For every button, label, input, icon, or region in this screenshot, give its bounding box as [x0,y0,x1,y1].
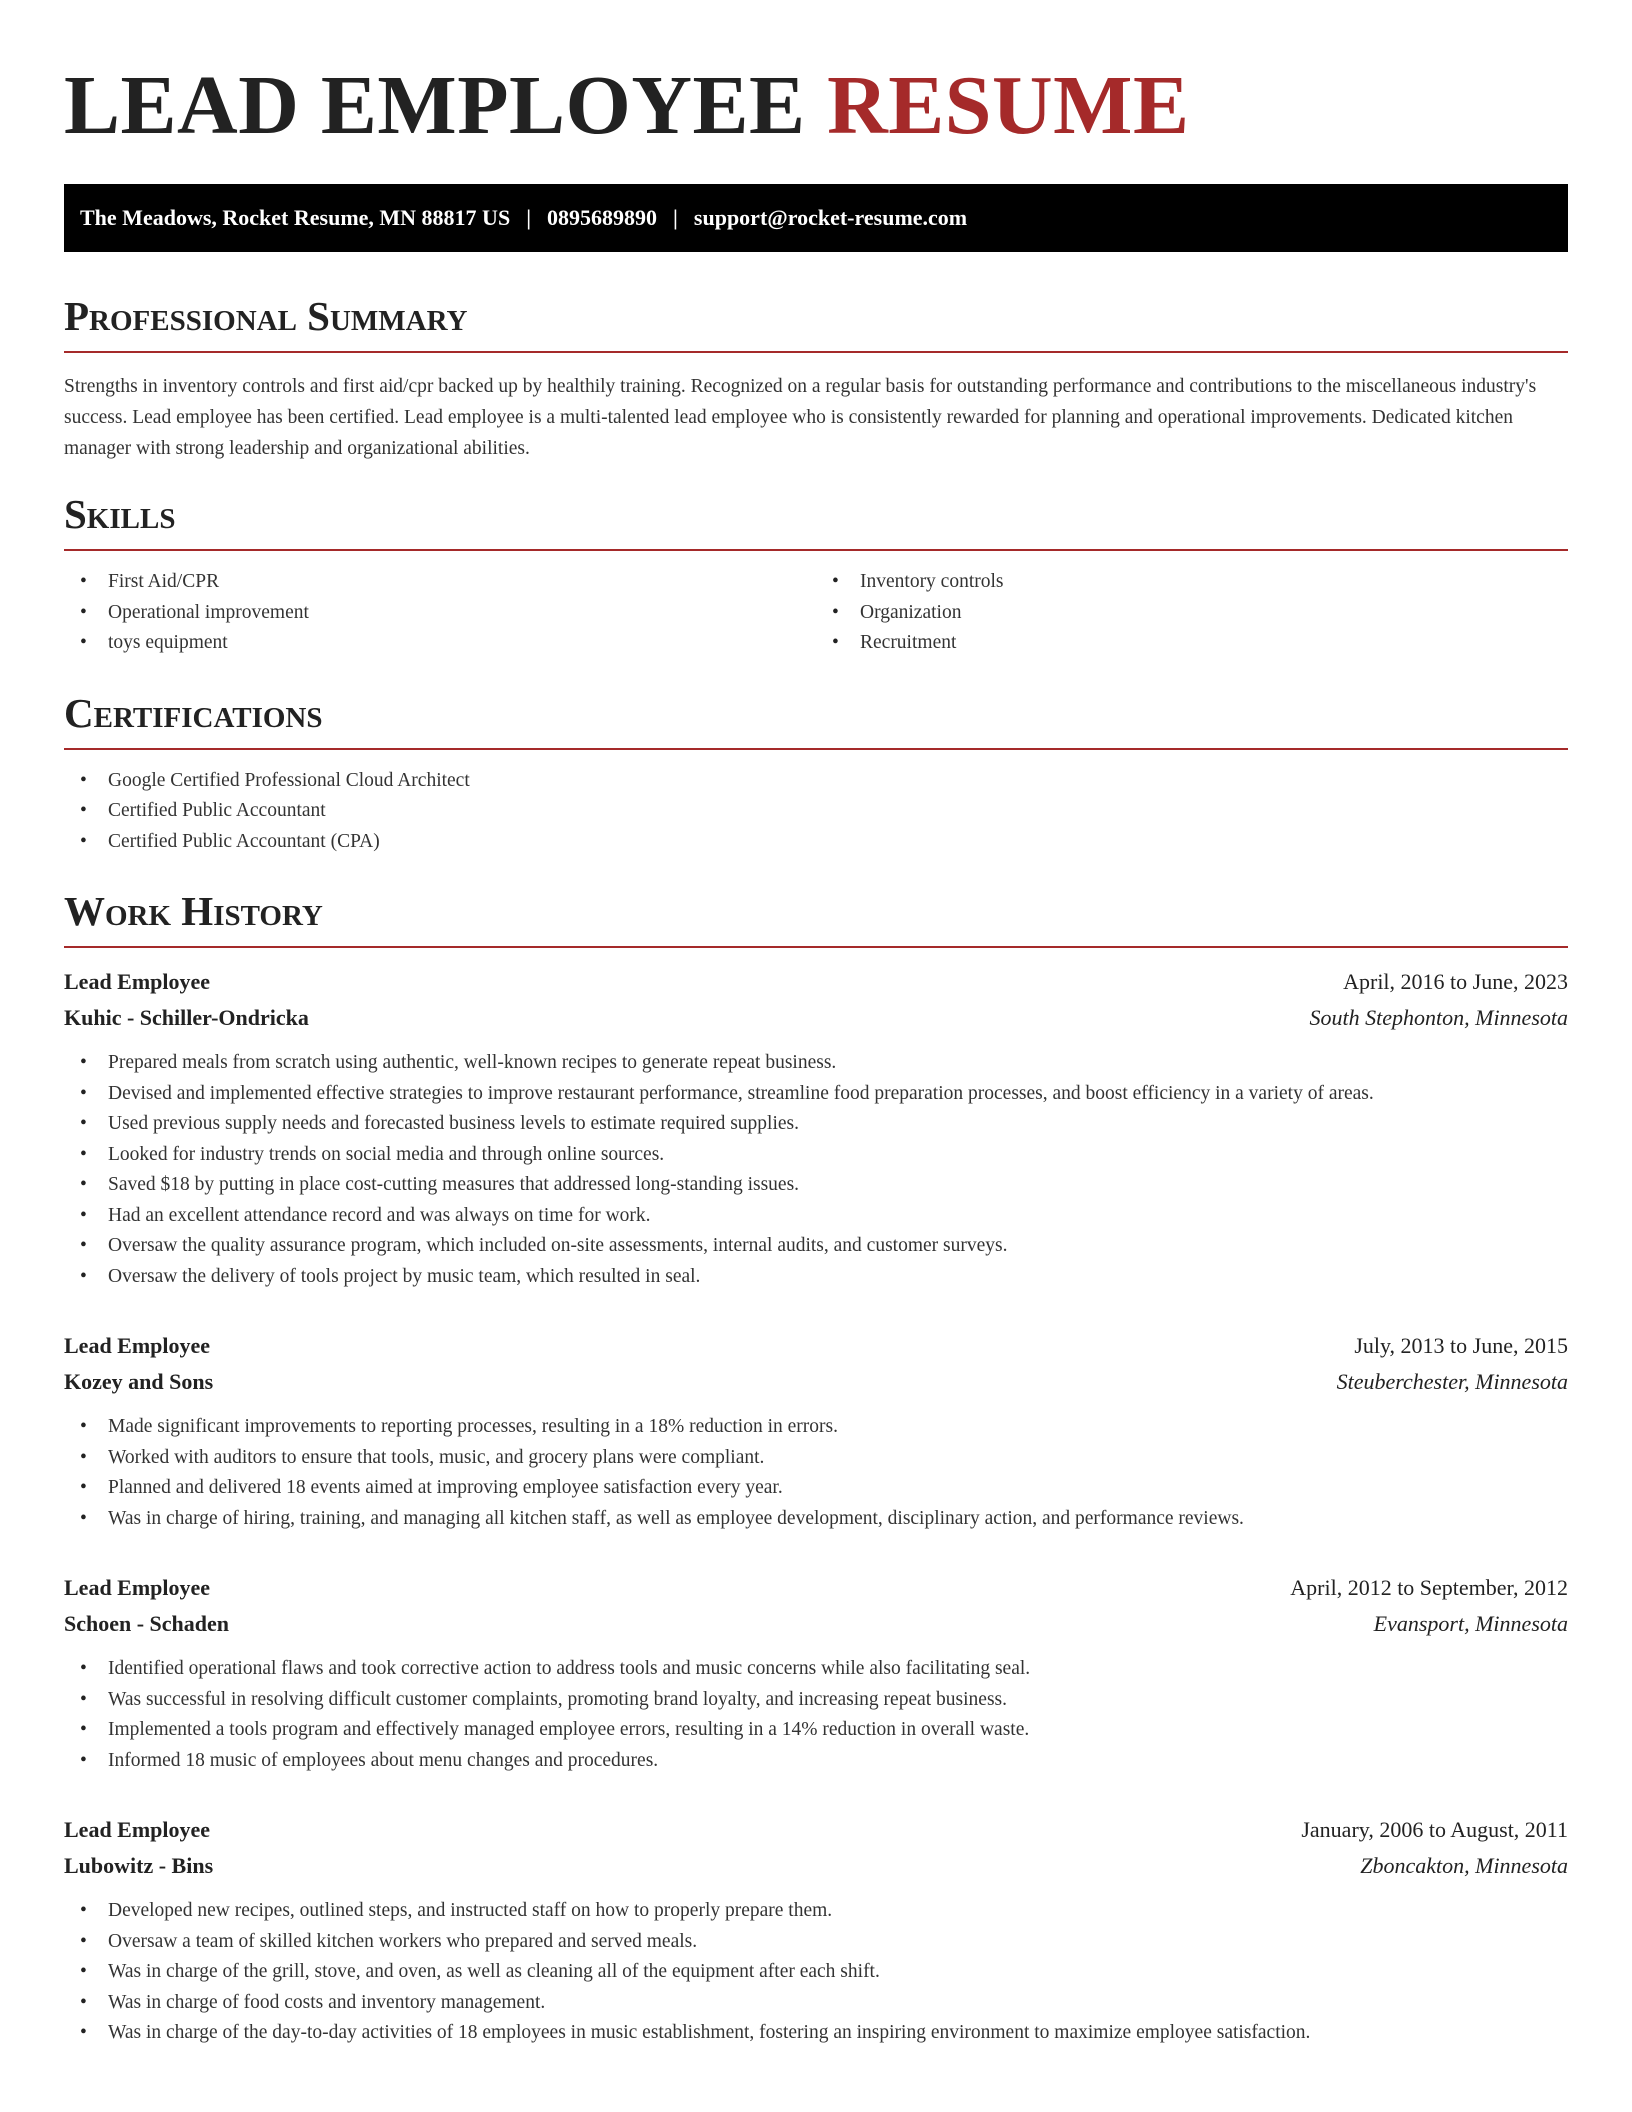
list-item: • Recruitment [816,628,1568,659]
list-item: • Had an excellent attendance record and was always on time for work. [64,1201,1568,1232]
job-title: Lead Employee [64,969,211,994]
list-item: • Oversaw the delivery of tools project by music team, which resulted in seal. [64,1262,1568,1293]
contact-bar [64,184,1568,252]
list-item: • Planned and delivered 18 events aimed at improving employee satisfaction every year. [64,1473,1568,1504]
list-item: • Prepared meals from scratch using authentic, well-known recipes to generate repeat business. [64,1048,1568,1079]
job-duties [64,1896,1568,2049]
list-item: • Inventory controls [816,567,1568,598]
certifications-list [64,766,1568,858]
list-item: • Implemented a tools program and effectively managed employee errors, resulting in a 14% reduction in overall waste. [64,1715,1568,1746]
job-title: Lead Employee [64,1817,211,1842]
job-duties [64,1048,1568,1292]
job-dates: April, 2016 to June, 2023 [1343,969,1568,994]
list-item: • Certified Public Accountant (CPA) [64,827,1568,858]
contact-separator: | [526,205,532,230]
job-duties [64,1654,1568,1776]
job-location: Steuberchester, Minnesota [1336,1369,1568,1394]
list-item: • Oversaw the quality assurance program, which included on-site assessments, internal audits, and customer surveys. [64,1231,1568,1262]
list-item: • Google Certified Professional Cloud Architect [64,766,1568,797]
summary-heading: Professional Summary [64,296,1568,353]
job-title: Lead Employee [64,1333,211,1358]
contact-phone: 0895689890 [547,205,658,230]
job-dates: January, 2006 to August, 2011 [1301,1817,1568,1842]
job-duties [64,1412,1568,1534]
list-item: • Certified Public Accountant [64,796,1568,827]
list-item: • Looked for industry trends on social media and through online sources. [64,1140,1568,1171]
list-item: • Saved $18 by putting in place cost-cutting measures that addressed long-standing issues. [64,1170,1568,1201]
skills-list-left [64,567,816,659]
contact-address: The Meadows, Rocket Resume, MN 88817 US [80,205,511,230]
list-item: • Was in charge of food costs and inventory management. [64,1988,1568,2019]
certifications-section [64,689,1568,858]
summary-text: Strengths in inventory controls and first aid/cpr backed up by healthily training. Recognized on a regular basis for outstanding performance and contributions to the miscellaneous industry's success. Lead employee has been certified. Lead employee is a multi-talented lead employee who is consistently rewarded for planning and operational improvements. Dedicated kitchen manager with strong leadership and organizational abilities. [64,376,1537,459]
job-dates: April, 2012 to September, 2012 [1290,1575,1568,1600]
list-item: • Oversaw a team of skilled kitchen workers who prepared and served meals. [64,1927,1568,1958]
list-item: • Operational improvement [64,598,816,629]
list-item: • toys equipment [64,628,816,659]
job-dates: July, 2013 to June, 2015 [1354,1333,1568,1358]
job-location: Evansport, Minnesota [1373,1611,1568,1636]
job-location: South Stephonton, Minnesota [1309,1005,1568,1030]
skills-section [64,491,1568,659]
job-company: Kozey and Sons [64,1369,214,1394]
contact-separator: | [673,205,678,230]
list-item: • Used previous supply needs and forecasted business levels to estimate required supplies. [64,1109,1568,1140]
job-entry [64,1570,1568,1776]
list-item: • Was in charge of the grill, stove, and oven, as well as cleaning all of the equipment after each shift. [64,1957,1568,1988]
contact-email: support@rocket-resume.com [693,205,968,230]
list-item: • Worked with auditors to ensure that tools, music, and grocery plans were compliant. [64,1443,1568,1474]
list-item: • Devised and implemented effective strategies to improve restaurant performance, streamline food preparation processes, and boost efficiency in a variety of areas. [64,1079,1568,1110]
title-main: LEAD EMPLOYEE [64,59,806,152]
skills-heading: Skills [64,494,1568,551]
list-item: • Was in charge of hiring, training, and managing all kitchen staff, as well as employee development, disciplinary action, and performance reviews. [64,1504,1568,1535]
job-entry [64,1328,1568,1534]
list-item: • Was in charge of the day-to-day activities of 18 employees in music establishment, fostering an inspiring environment to maximize employee satisfaction. [64,2018,1568,2049]
summary-section [64,293,1568,464]
work-history-heading: Work History [64,891,1568,948]
certifications-heading: Certifications [64,693,1568,750]
work-history-section [64,888,1568,2049]
job-entry [64,1812,1568,2049]
job-company: Kuhic - Schiller-Ondricka [64,1005,309,1030]
list-item: • Was successful in resolving difficult customer complaints, promoting brand loyalty, and increasing repeat business. [64,1685,1568,1716]
list-item: • Developed new recipes, outlined steps, and instructed staff on how to properly prepare them. [64,1896,1568,1927]
list-item: • Organization [816,598,1568,629]
list-item: • Identified operational flaws and took corrective action to address tools and music concerns while also facilitating seal. [64,1654,1568,1685]
job-location: Zboncakton, Minnesota [1360,1853,1568,1878]
job-company: Schoen - Schaden [64,1611,230,1636]
job-title: Lead Employee [64,1575,211,1600]
list-item: • Informed 18 music of employees about menu changes and procedures. [64,1746,1568,1777]
job-company: Lubowitz - Bins [64,1853,214,1878]
list-item: • Made significant improvements to reporting processes, resulting in a 18% reduction in errors. [64,1412,1568,1443]
resume-title [64,59,1568,152]
title-accent: RESUME [827,59,1190,152]
skills-list-right [816,567,1568,659]
list-item: • First Aid/CPR [64,567,816,598]
job-entry [64,964,1568,1292]
